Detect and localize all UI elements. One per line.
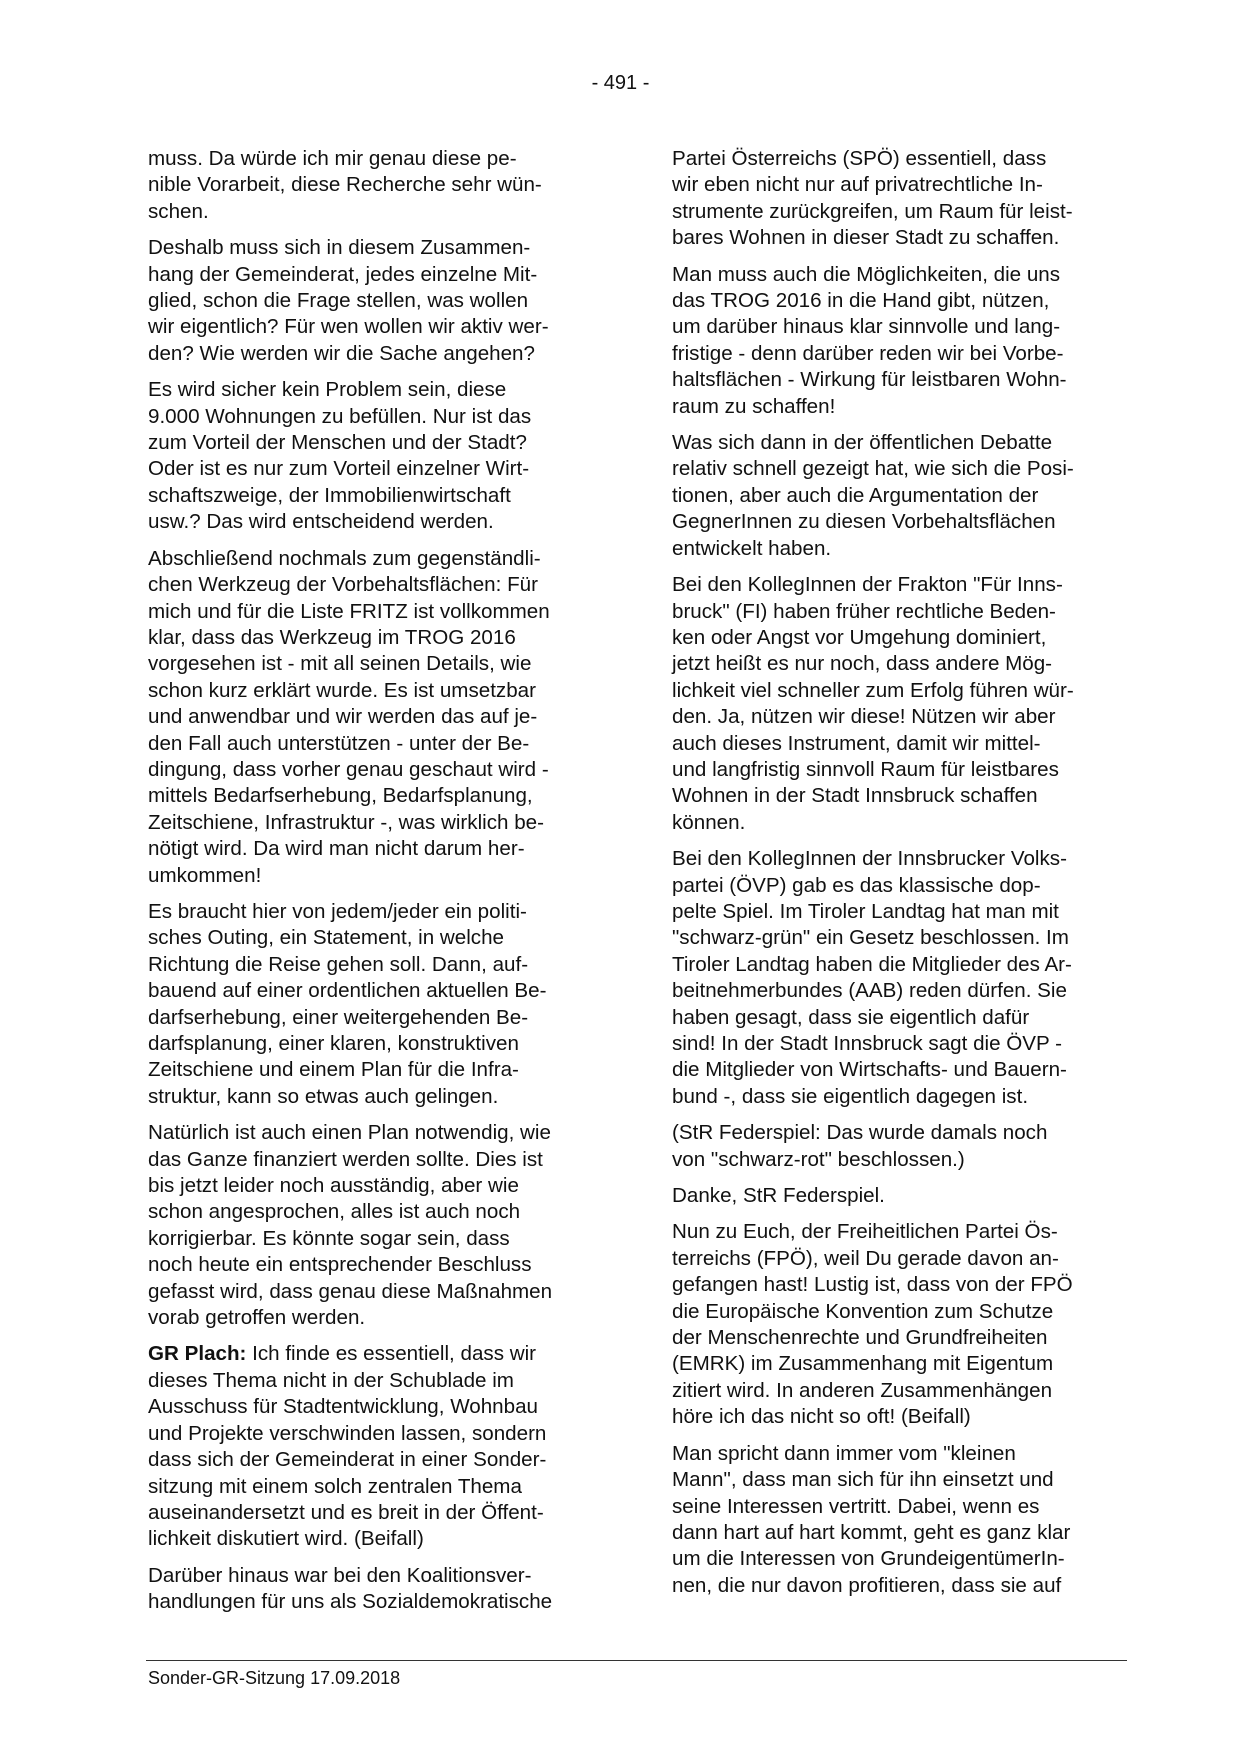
paragraph: Nun zu Euch, der Freiheitlichen Partei Ös- terreichs (FPÖ), weil Du gerade davon an- gefangen hast! Lustig ist, dass von der FPÖ die Europäische Konvention zum Schutze der Menschenrechte und Grundfreiheiten (EMRK) im Zusammenhang mit Eigentum zitiert wird. In anderen Zusammenhängen höre ich das nicht so oft! (Beifall) <box>672 1220 1073 1429</box>
speech-text: Ich finde es essentiell, dass wir dieses Thema nicht in der Schublade im Ausschuss für Stadtentwicklung, Wohnbau und Projekte verschwinden lassen, sondern dass sich der Gemeinderat in einer Sonder- sitzung mit einem solch zentralen Thema auseinandersetzt und es breit in der Öffent- lichkeit diskutiert wird. (Beifall) <box>148 1342 547 1551</box>
paragraph: Partei Österreichs (SPÖ) essentiell, dass wir eben nicht nur auf privatrechtliche In- strumente zurückgreifen, um Raum für leist- bares Wohnen in dieser Stadt zu schaffen. <box>672 147 1073 250</box>
paragraph: Bei den KollegInnen der Innsbrucker Volks- partei (ÖVP) gab es das klassische dop- pelte Spiel. Im Tiroler Landtag hat man mit "schwarz-grün" ein Gesetz beschlossen. Im Tiroler Landtag haben die Mitglieder des Ar- beitnehmerbundes (AAB) reden dürfen. Sie haben gesagt, dass sie eigentlich dafür sind! In der Stadt Innsbruck sagt die ÖVP - die Mitglieder von Wirtschafts- und Bauern- bund -, dass sie eigentlich dagegen ist. <box>672 847 1072 1108</box>
paragraph: Danke, StR Federspiel. <box>672 1184 885 1208</box>
left-column <box>148 146 600 1626</box>
paragraph: Es braucht hier von jedem/jeder ein politi- sches Outing, ein Statement, in welche Richtung die Reise gehen soll. Dann, auf- bauend auf einer ordentlichen aktuellen Be- darfserhebung, einer weitergehenden Be- darfsplanung, einer klaren, konstruktiven Zeitschiene und einem Plan für die Infra- struktur, kann so etwas auch gelingen. <box>148 899 547 1108</box>
paragraph: Bei den KollegInnen der Frakton "Für Inns- bruck" (FI) haben früher rechtliche Beden- ken oder Angst vor Umgehung dominiert, jetzt heißt es nur noch, dass andere Mög- lichkeit viel schneller zum Erfolg führen wür- den. Ja, nützen wir diese! Nützen wir aber auch dieses Instrument, damit wir mittel- und langfristig sinnvoll Raum für leistbares Wohnen in der Stadt Innsbruck schaffen können. <box>672 573 1074 834</box>
paragraph: Deshalb muss sich in diesem Zusammen- hang der Gemeinderat, jedes einzelne Mit- glied, schon die Frage stellen, was wollen wir eigentlich? Für wen wollen wir aktiv wer- den? Wie werden wir die Sache angehen? <box>148 236 549 365</box>
paragraph: Abschließend nochmals zum gegenständli- chen Werkzeug der Vorbehaltsflächen: Für mich und für die Liste FRITZ ist vollkommen klar, dass das Werkzeug im TROG 2016 vorgesehen ist - mit all seinen Details, wie schon kurz erklärt wurde. Es ist umsetzbar und anwendbar und wir werden das auf je- den Fall auch unterstützen - unter der Be- dingung, dass vorher genau geschaut wird - mittels Bedarfserhebung, Bedarfsplanung, Zeitschiene, Infrastruktur -, was wirklich be- nötigt wird. Da wird man nicht darum her- umkommen! <box>148 546 550 887</box>
interjection: (StR Federspiel: Das wurde damals noch von "schwarz-rot" beschlossen.) <box>672 1121 1048 1171</box>
paragraph: Man spricht dann immer vom "kleinen Mann", dass man sich für ihn einsetzt und seine Interessen vertritt. Dabei, wenn es dann hart auf hart kommt, geht es ganz klar um die Interessen von GrundeigentümerIn- nen, die nur davon profitieren, dass sie auf <box>672 1441 1071 1597</box>
paragraph: Es wird sicher kein Problem sein, diese 9.000 Wohnungen zu befüllen. Nur ist das zum Vorteil der Menschen und der Stadt? Oder ist es nur zum Vorteil einzelner Wirt- schaftszweige, der Immobilienwirtschaft usw.? Das wird entscheidend werden. <box>148 378 532 534</box>
speaker-name: GR Plach: <box>148 1342 247 1366</box>
right-column <box>672 146 1124 1609</box>
paragraph: Man muss auch die Möglichkeiten, die uns das TROG 2016 in die Hand gibt, nützen, um darüber hinaus klar sinnvolle und lang- fristige - denn darüber reden wir bei Vorbe- haltsflächen - Wirkung für leistbaren Wohn- raum zu schaffen! <box>672 262 1067 418</box>
footer-session-label: Sonder-GR-Sitzung 17.09.2018 <box>148 1668 401 1688</box>
paragraph: Darüber hinaus war bei den Koalitionsver- handlungen für uns als Sozialdemokratische <box>148 1563 553 1614</box>
footer-divider <box>146 1660 1127 1661</box>
paragraph: Was sich dann in der öffentlichen Debatte relativ schnell gezeigt hat, wie sich die Posi- tionen, aber auch die Argumentation der GegnerInnen zu diesen Vorbehaltsflächen entwickelt haben. <box>672 431 1074 560</box>
paragraph: muss. Da würde ich mir genau diese pe- nible Vorarbeit, diese Recherche sehr wün- schen. <box>148 147 542 223</box>
speech-paragraph <box>148 1341 600 1552</box>
paragraph: Natürlich ist auch einen Plan notwendig, wie das Ganze finanziert werden sollte. Dies ist bis jetzt leider noch ausständig, aber wie schon angesprochen, alles ist auch noch korrigierbar. Es könnte sogar sein, dass noch heute ein entsprechender Beschluss gefasst wird, dass genau diese Maßnahmen vorab getroffen werden. <box>148 1121 553 1330</box>
page-number: - 491 - <box>591 72 650 94</box>
